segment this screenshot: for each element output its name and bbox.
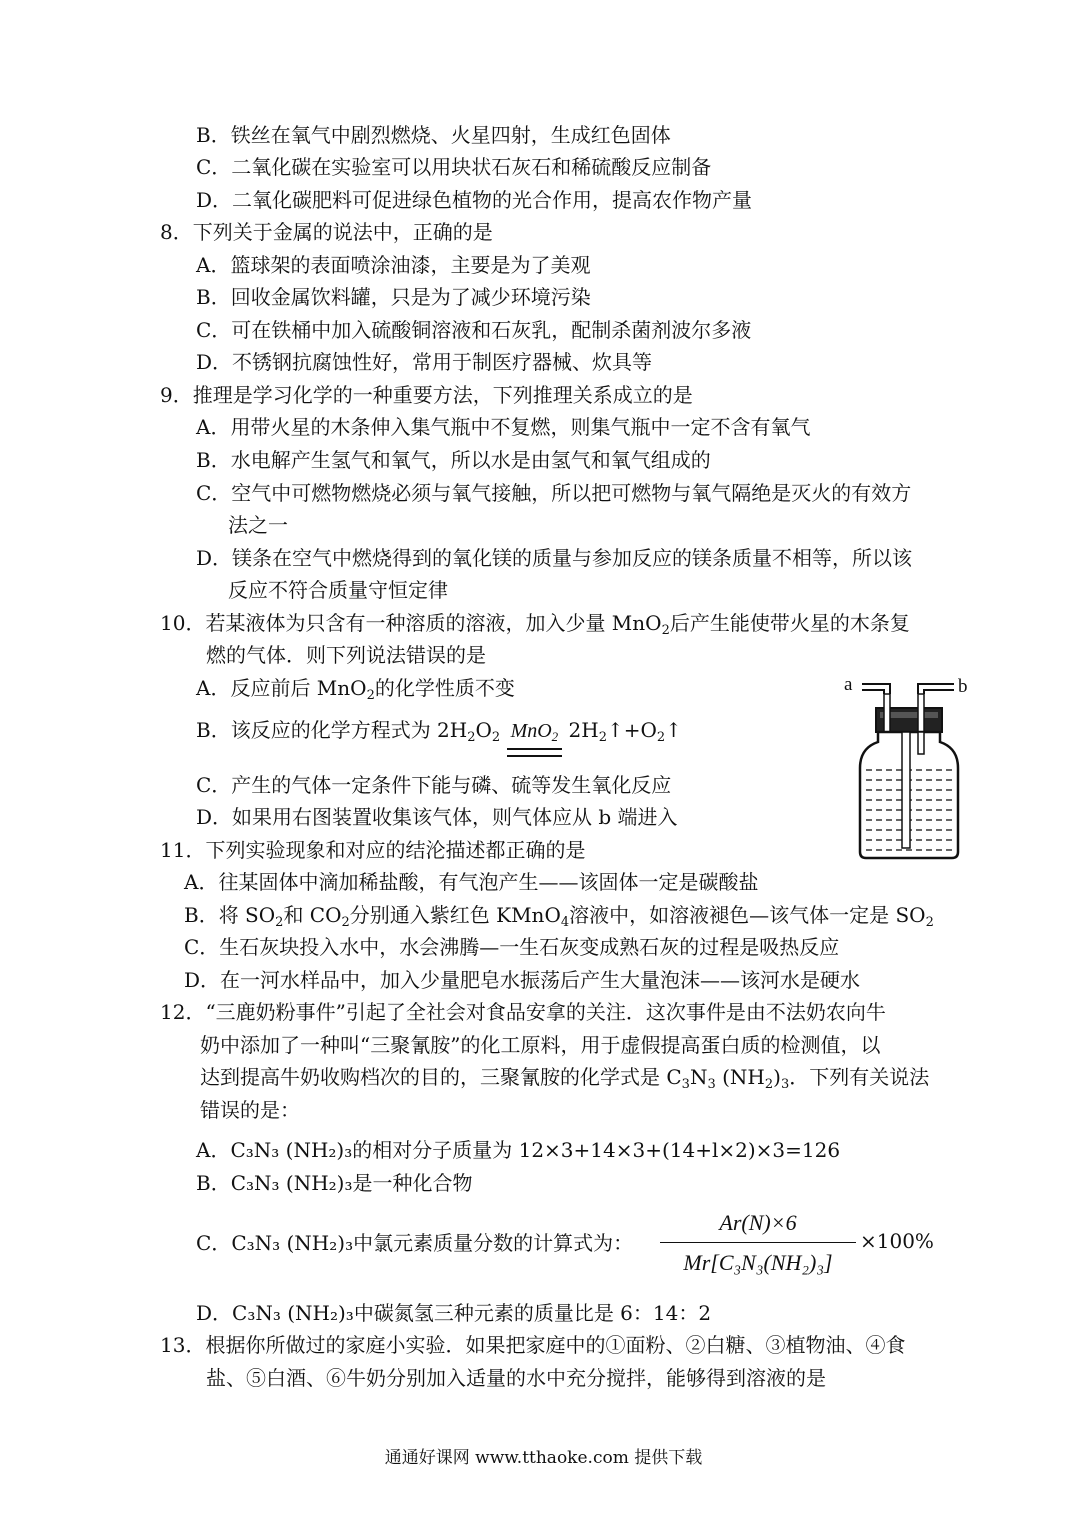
catalyst-mno2: MnO$_2$ bbox=[511, 717, 559, 751]
q12-stem-line2: 奶中添加了一种叫“三聚氰胺”的化工原料，用于虚假提高蛋白质的检测值，以 bbox=[200, 1033, 881, 1057]
q12-option-d: D．C₃N₃ (NH₂)₃中碳氮氢三种元素的质量比是 6：14：2 bbox=[196, 1301, 712, 1325]
percent-suffix: ×100% bbox=[860, 1229, 934, 1253]
label-a: a bbox=[844, 674, 853, 695]
q8-option-a: A．篮球架的表面喷涂油漆，主要是为了美观 bbox=[196, 253, 591, 277]
q12-stem-line3: 达到提高牛奶收购档次的目的，三聚氰胺的化学式是 $C_3N_3$ $(NH_2)_3$．下列有关说法 bbox=[200, 1065, 930, 1092]
melamine-formula: C₃N₃ (NH₂)₃ bbox=[230, 1138, 353, 1162]
gas-collection-bottle-diagram bbox=[838, 672, 978, 862]
q13-stem-line1: 13．根据你所做过的家庭小实验．如果把家庭中的①面粉、②白糖、③植物油、④食 bbox=[160, 1333, 906, 1357]
q10-stem-line2: 燃的气体．则下列说法错误的是 bbox=[206, 643, 486, 667]
q12-option-a: A．C₃N₃ (NH₂)₃的相对分子质量为 12×3+14×3+(14+l×2)×3=126 bbox=[196, 1138, 841, 1162]
fraction-denominator: Mr[C₃N₃(NH₂)₃] bbox=[683, 1250, 833, 1275]
melamine-formula: C₃N₃ (NH₂)₃ bbox=[232, 1301, 354, 1325]
q12-stem-line1: 12．“三鹿奶粉事件”引起了全社会对食品安拿的关注．这次事件是由不法奶农向牛 bbox=[160, 1000, 886, 1024]
q12-option-b: B．C₃N₃ (NH₂)₃是一种化合物 bbox=[196, 1171, 473, 1195]
q11-stem: 11．下列实验现象和对应的结沦描述都正确的是 bbox=[160, 838, 586, 862]
fraction-bar bbox=[660, 1242, 856, 1243]
q11-option-a: A．往某固体中滴加稀盐酸，有气泡产生——该固体一定是碳酸盐 bbox=[184, 870, 759, 894]
q9-option-c-line2: 法之一 bbox=[228, 513, 288, 537]
q10-option-a: A．反应前后 MnO$_2$的化学性质不变 bbox=[196, 676, 515, 703]
q9-option-a: A．用带火星的木条伸入集气瓶中不复燃，则集气瓶中一定不含有氧气 bbox=[196, 415, 811, 439]
label-b: b bbox=[958, 676, 968, 697]
q12-option-c: C．C₃N₃ (NH₂)₃中氯元素质量分数的计算式为： bbox=[196, 1231, 634, 1255]
q11-option-b: B．将 $SO_2$和 $CO_2$分别通入紫红色 KMnO$_4$溶液中，如溶液褪色—该气体一定是 $SO_2$ bbox=[184, 903, 934, 930]
q8-stem: 8．下列关于金属的说法中，正确的是 bbox=[160, 220, 493, 244]
mass-fraction-formula bbox=[660, 1208, 856, 1279]
page-footer: 通通好课网 www.tthaoke.com 提供下载 bbox=[384, 1448, 703, 1468]
q9-option-b: B．水电解产生氢气和氧气，所以水是由氢气和氧气组成的 bbox=[196, 448, 711, 472]
q9-option-d-line2: 反应不符合质量守恒定律 bbox=[228, 578, 448, 602]
q8-option-d: D．不锈钢抗腐蚀性好，常用于制医疗器械、炊具等 bbox=[196, 350, 653, 374]
q10-option-b-equation: B．该反应的化学方程式为 $2H_2O_2$ MnO$_2$ $2H_2↑+O_2↑$ bbox=[196, 716, 682, 752]
q10-option-d: D．如果用右图装置收集该气体，则气体应从 b 端进入 bbox=[196, 805, 678, 829]
q8-option-c: C．可在铁桶中加入硫酸铜溶液和石灰乳，配制杀菌剂波尔多液 bbox=[196, 318, 752, 342]
q12-stem-line4: 错误的是： bbox=[200, 1098, 300, 1122]
q9-option-d-line1: D．镁条在空气中燃烧得到的氧化镁的质量与参加反应的镁条质量不相等，所以该 bbox=[196, 546, 913, 570]
q9-option-c-line1: C．空气中可燃物燃烧必须与氧气接触，所以把可燃物与氧气隔绝是灭火的有效方 bbox=[196, 481, 912, 505]
melamine-formula: C₃N₃ (NH₂)₃ bbox=[231, 1231, 354, 1255]
q11-option-d: D．在一河水样品中，加入少量肥皂水振荡后产生大量泡沫——该河水是硬水 bbox=[184, 968, 861, 992]
q9-stem: 9．推理是学习化学的一种重要方法，下列推理关系成立的是 bbox=[160, 383, 693, 407]
fraction-numerator: Ar(N)×6 bbox=[719, 1210, 797, 1235]
q10-stem-line1: 10．若某液体为只含有一种溶质的溶液，加入少量 MnO$_2$后产生能使带火星的木条复 bbox=[160, 611, 910, 638]
q7-option-c: C．二氧化碳在实验室可以用块状石灰石和稀硫酸反应制备 bbox=[196, 155, 712, 179]
q7-option-b: B．铁丝在氧气中剧烈燃烧、火星四射，生成红色固体 bbox=[196, 123, 671, 147]
melamine-formula: C₃N₃ (NH₂)₃ bbox=[230, 1171, 353, 1195]
q7-option-d: D．二氧化碳肥料可促进绿色植物的光合作用，提高农作物产量 bbox=[196, 188, 753, 212]
q8-option-b: B．回收金属饮料罐，只是为了减少环境污染 bbox=[196, 285, 591, 309]
q13-stem-line2: 盐、⑤白酒、⑥牛奶分别加入适量的水中充分搅拌，能够得到溶液的是 bbox=[206, 1366, 826, 1390]
q11-option-c: C．生石灰块投入水中，水会沸腾—一生石灰变成熟石灰的过程是吸热反应 bbox=[184, 935, 840, 959]
q10-option-c: C．产生的气体一定条件下能与磷、硫等发生氧化反应 bbox=[196, 773, 672, 797]
